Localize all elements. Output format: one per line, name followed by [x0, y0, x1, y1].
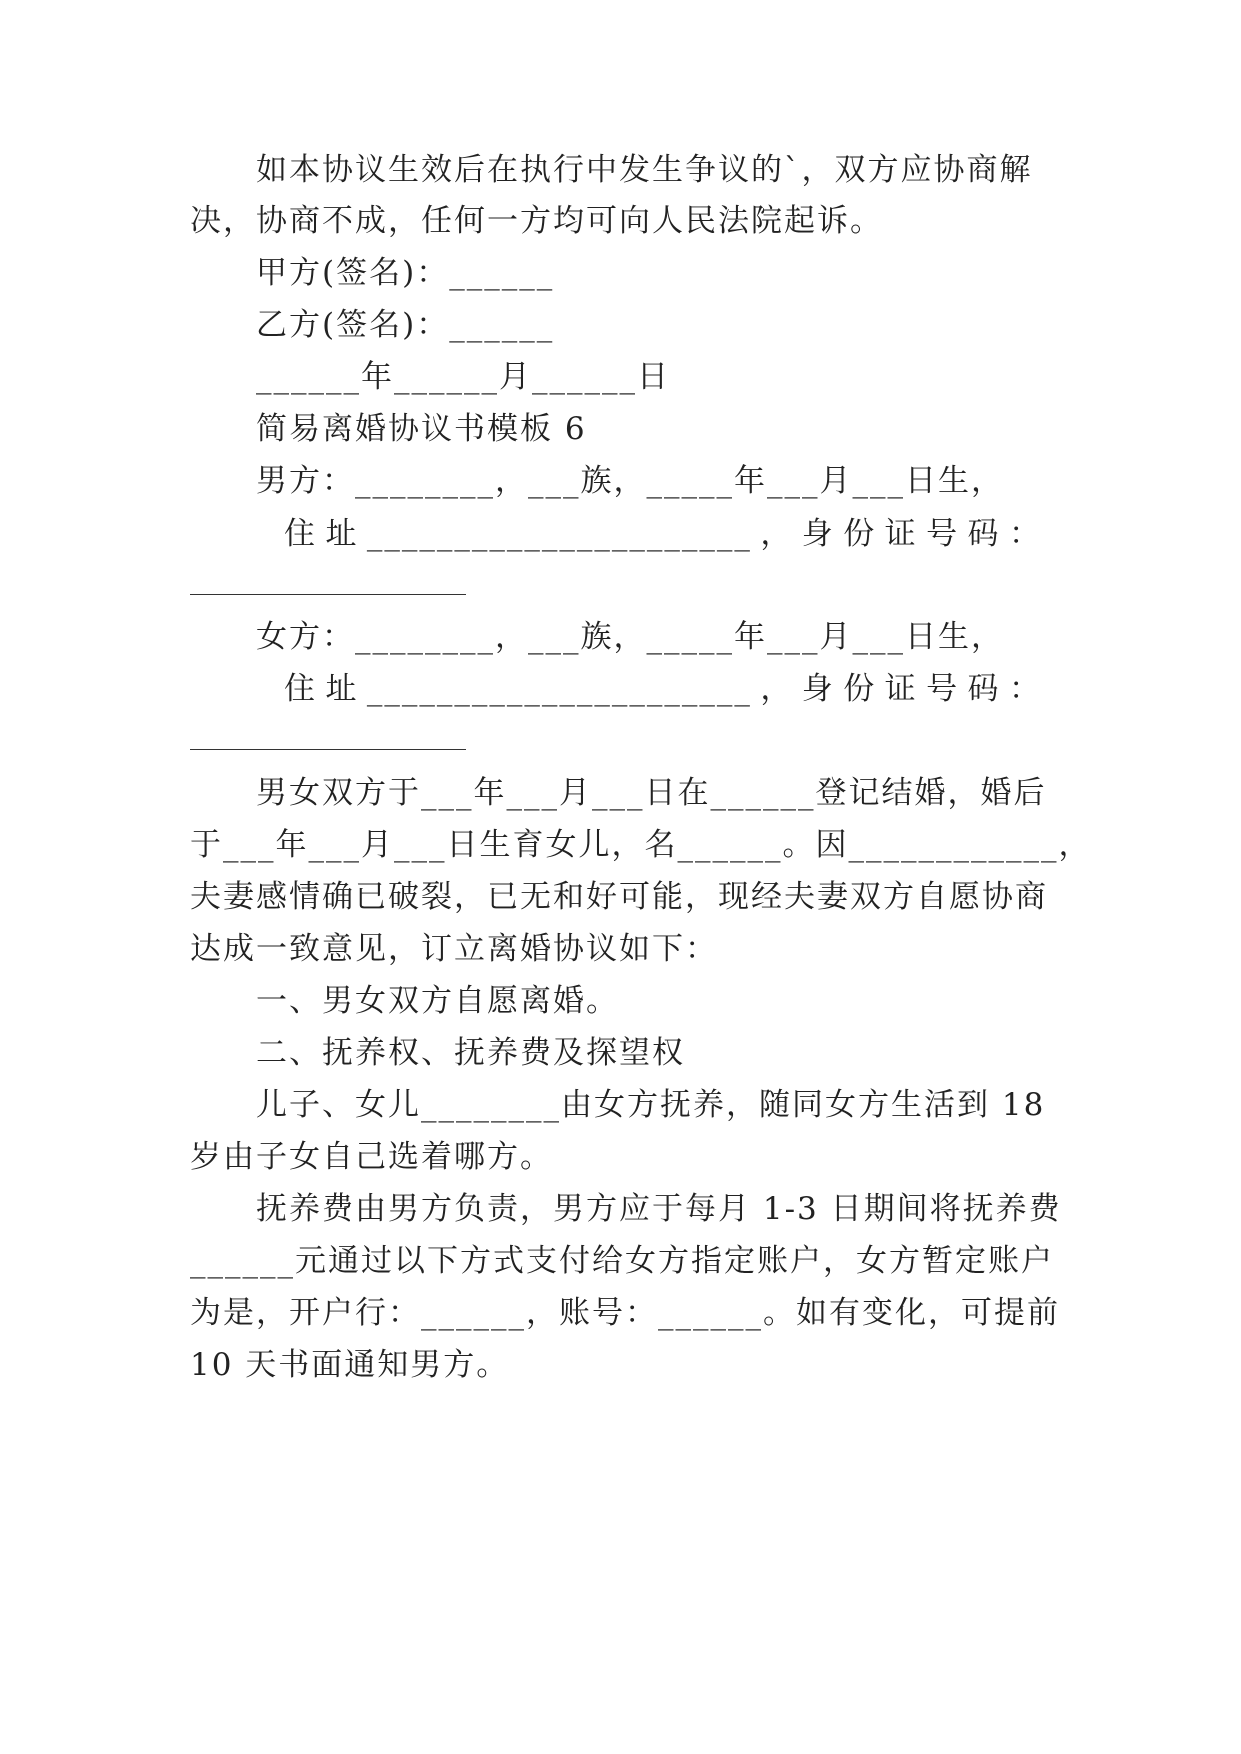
address-blank: ______________________ — [366, 516, 752, 552]
address-char: 住 — [284, 516, 317, 552]
template-title: 简易离婚协议书模板 6 — [256, 411, 587, 447]
id-char: 号 — [926, 516, 960, 552]
marriage-line-3: 夫妻感情确已破裂，已无和好可能，现经夫妻双方自愿协商 — [190, 879, 1048, 915]
female-address-line — [284, 669, 1042, 709]
address-char: 址 — [325, 516, 359, 552]
custody-line-1: 儿子、女儿________由女方抚养，随同女方生活到 18 — [256, 1087, 1046, 1123]
marriage-line-2: 于___年___月___日生育女儿，名______。因____________， — [190, 827, 1092, 863]
id-colon: ： — [1008, 671, 1042, 707]
address-comma: ， — [760, 516, 794, 552]
id-char: 证 — [884, 516, 918, 552]
id-char: 码 — [967, 671, 1001, 707]
support-line-4: 10 天书面通知男方。 — [190, 1347, 510, 1383]
male-id-blank-line — [190, 594, 466, 595]
clause-1: 一、男女双方自愿离婚。 — [256, 983, 619, 1019]
party-b-signature: 乙方(签名)：______ — [256, 307, 555, 343]
id-char: 身 — [801, 516, 835, 552]
address-comma: ， — [760, 671, 794, 707]
support-line-3: 为是，开户行：______，账号：______。如有变化，可提前 — [190, 1295, 1060, 1331]
address-char: 住 — [284, 671, 317, 707]
clause-2-heading: 二、抚养权、抚养费及探望权 — [256, 1035, 685, 1071]
support-line-2: ______元通过以下方式支付给女方指定账户，女方暂定账户 — [190, 1243, 1054, 1279]
male-address-line — [284, 514, 1042, 554]
custody-line-2: 岁由子女自己选着哪方。 — [190, 1139, 553, 1175]
signature-date: ______年______月______日 — [256, 359, 670, 395]
dispute-line-2: 决，协商不成，任何一方均可向人民法院起诉。 — [190, 203, 883, 239]
id-char: 份 — [843, 671, 877, 707]
id-char: 码 — [967, 516, 1001, 552]
marriage-line-1: 男女双方于___年___月___日在______登记结婚，婚后 — [256, 775, 1047, 811]
dispute-line-1: 如本协议生效后在执行中发生争议的`，双方应协商解 — [256, 152, 1033, 188]
id-char: 身 — [801, 671, 835, 707]
female-info-line: 女方：________，___族，_____年___月___日生， — [256, 619, 1004, 655]
id-colon: ： — [1008, 516, 1042, 552]
marriage-line-4: 达成一致意见，订立离婚协议如下： — [190, 931, 718, 967]
address-blank: ______________________ — [366, 671, 752, 707]
address-char: 址 — [325, 671, 359, 707]
id-char: 份 — [843, 516, 877, 552]
id-char: 证 — [884, 671, 918, 707]
party-a-signature: 甲方(签名)：______ — [256, 255, 555, 291]
female-id-blank-line — [190, 749, 466, 750]
male-info-line: 男方：________，___族，_____年___月___日生， — [256, 463, 1004, 499]
support-line-1: 抚养费由男方负责，男方应于每月 1-3 日期间将抚养费 — [256, 1191, 1062, 1227]
id-char: 号 — [926, 671, 960, 707]
